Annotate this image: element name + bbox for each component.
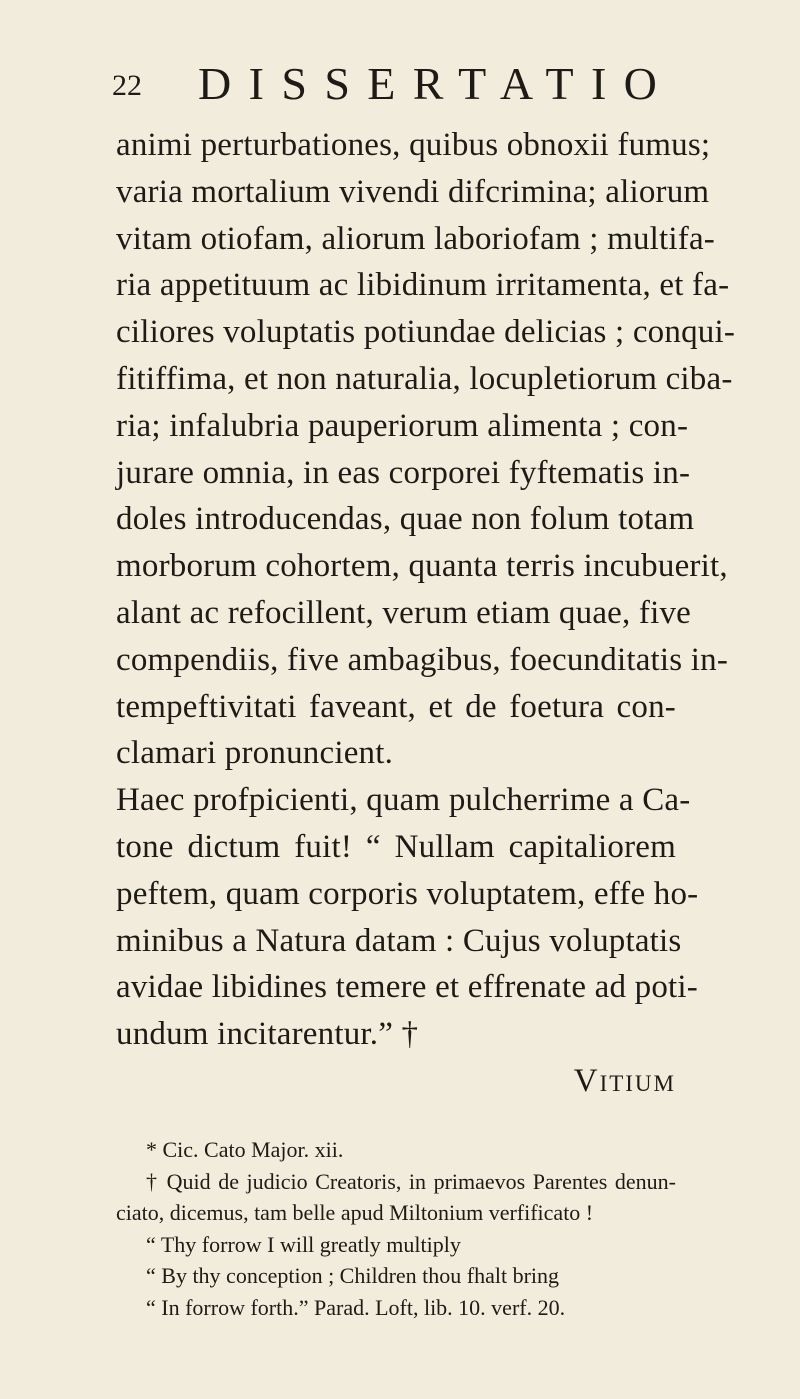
text-line: clamari pronuncient.	[116, 735, 394, 772]
text-line: Haec profpicienti, quam pulcherrime a Ca-	[116, 782, 691, 819]
text-line: undum incitarentur.” †	[116, 1016, 419, 1053]
footnote-line: ciato, dicemus, tam belle apud Miltonium verfificato !	[116, 1200, 594, 1226]
page-header	[112, 58, 675, 110]
body-text	[116, 122, 736, 1105]
text-line: varia mortalium vivendi difcrimina; aliorum	[116, 173, 710, 210]
text-line: alant ac refocillent, verum etiam quae, five	[116, 594, 692, 631]
text-line: avidae libidines temere et effrenate ad poti-	[116, 969, 698, 1006]
footnote-line: † Quid de judicio Creatoris, in primaevos Parentes denun-	[146, 1168, 676, 1194]
catchword-text: Vitium	[573, 1062, 676, 1099]
footnote-line: “ In forrow forth.” Parad. Loft, lib. 10. verf. 20.	[146, 1294, 566, 1320]
text-line: ria; infalubria pauperiorum alimenta ; con-	[116, 407, 689, 444]
text-line: tempeftivitati faveant, et de foetura con-	[116, 688, 676, 725]
text-line: compendiis, five ambagibus, foecunditatis in-	[116, 641, 729, 678]
text-line: morborum cohortem, quanta terris incubuerit,	[116, 548, 728, 585]
catchword	[116, 1058, 676, 1105]
text-line: ria appetituum ac libidinum irritamenta, et fa-	[116, 267, 730, 304]
footnote-line: “ By thy conception ; Children thou fhalt bring	[146, 1263, 560, 1289]
text-line: animi perturbationes, quibus obnoxii fumus;	[116, 127, 711, 163]
text-line: tone dictum fuit! “ Nullam capitaliorem	[116, 828, 676, 865]
page-number: 22	[112, 69, 142, 102]
footnote-line: * Cic. Cato Major. xii.	[146, 1137, 344, 1162]
text-line: doles introducendas, quae non folum totam	[116, 501, 695, 538]
text-line: peftem, quam corporis voluptatem, effe ho-	[116, 875, 699, 912]
running-title: DISSERTATIO	[198, 58, 675, 109]
text-line: vitam otiofam, aliorum laboriofam ; multifa-	[116, 220, 715, 257]
text-line: minibus a Natura datam : Cujus voluptatis	[116, 922, 682, 959]
footnote-line: “ Thy forrow I will greatly multiply	[146, 1231, 461, 1257]
text-line: fitiffima, et non naturalia, locupletiorum ciba-	[116, 360, 733, 397]
footnotes	[116, 1134, 676, 1324]
text-line: ciliores voluptatis potiundae delicias ; conqui-	[116, 314, 736, 351]
text-line: jurare omnia, in eas corporei fyftematis in-	[116, 454, 691, 491]
